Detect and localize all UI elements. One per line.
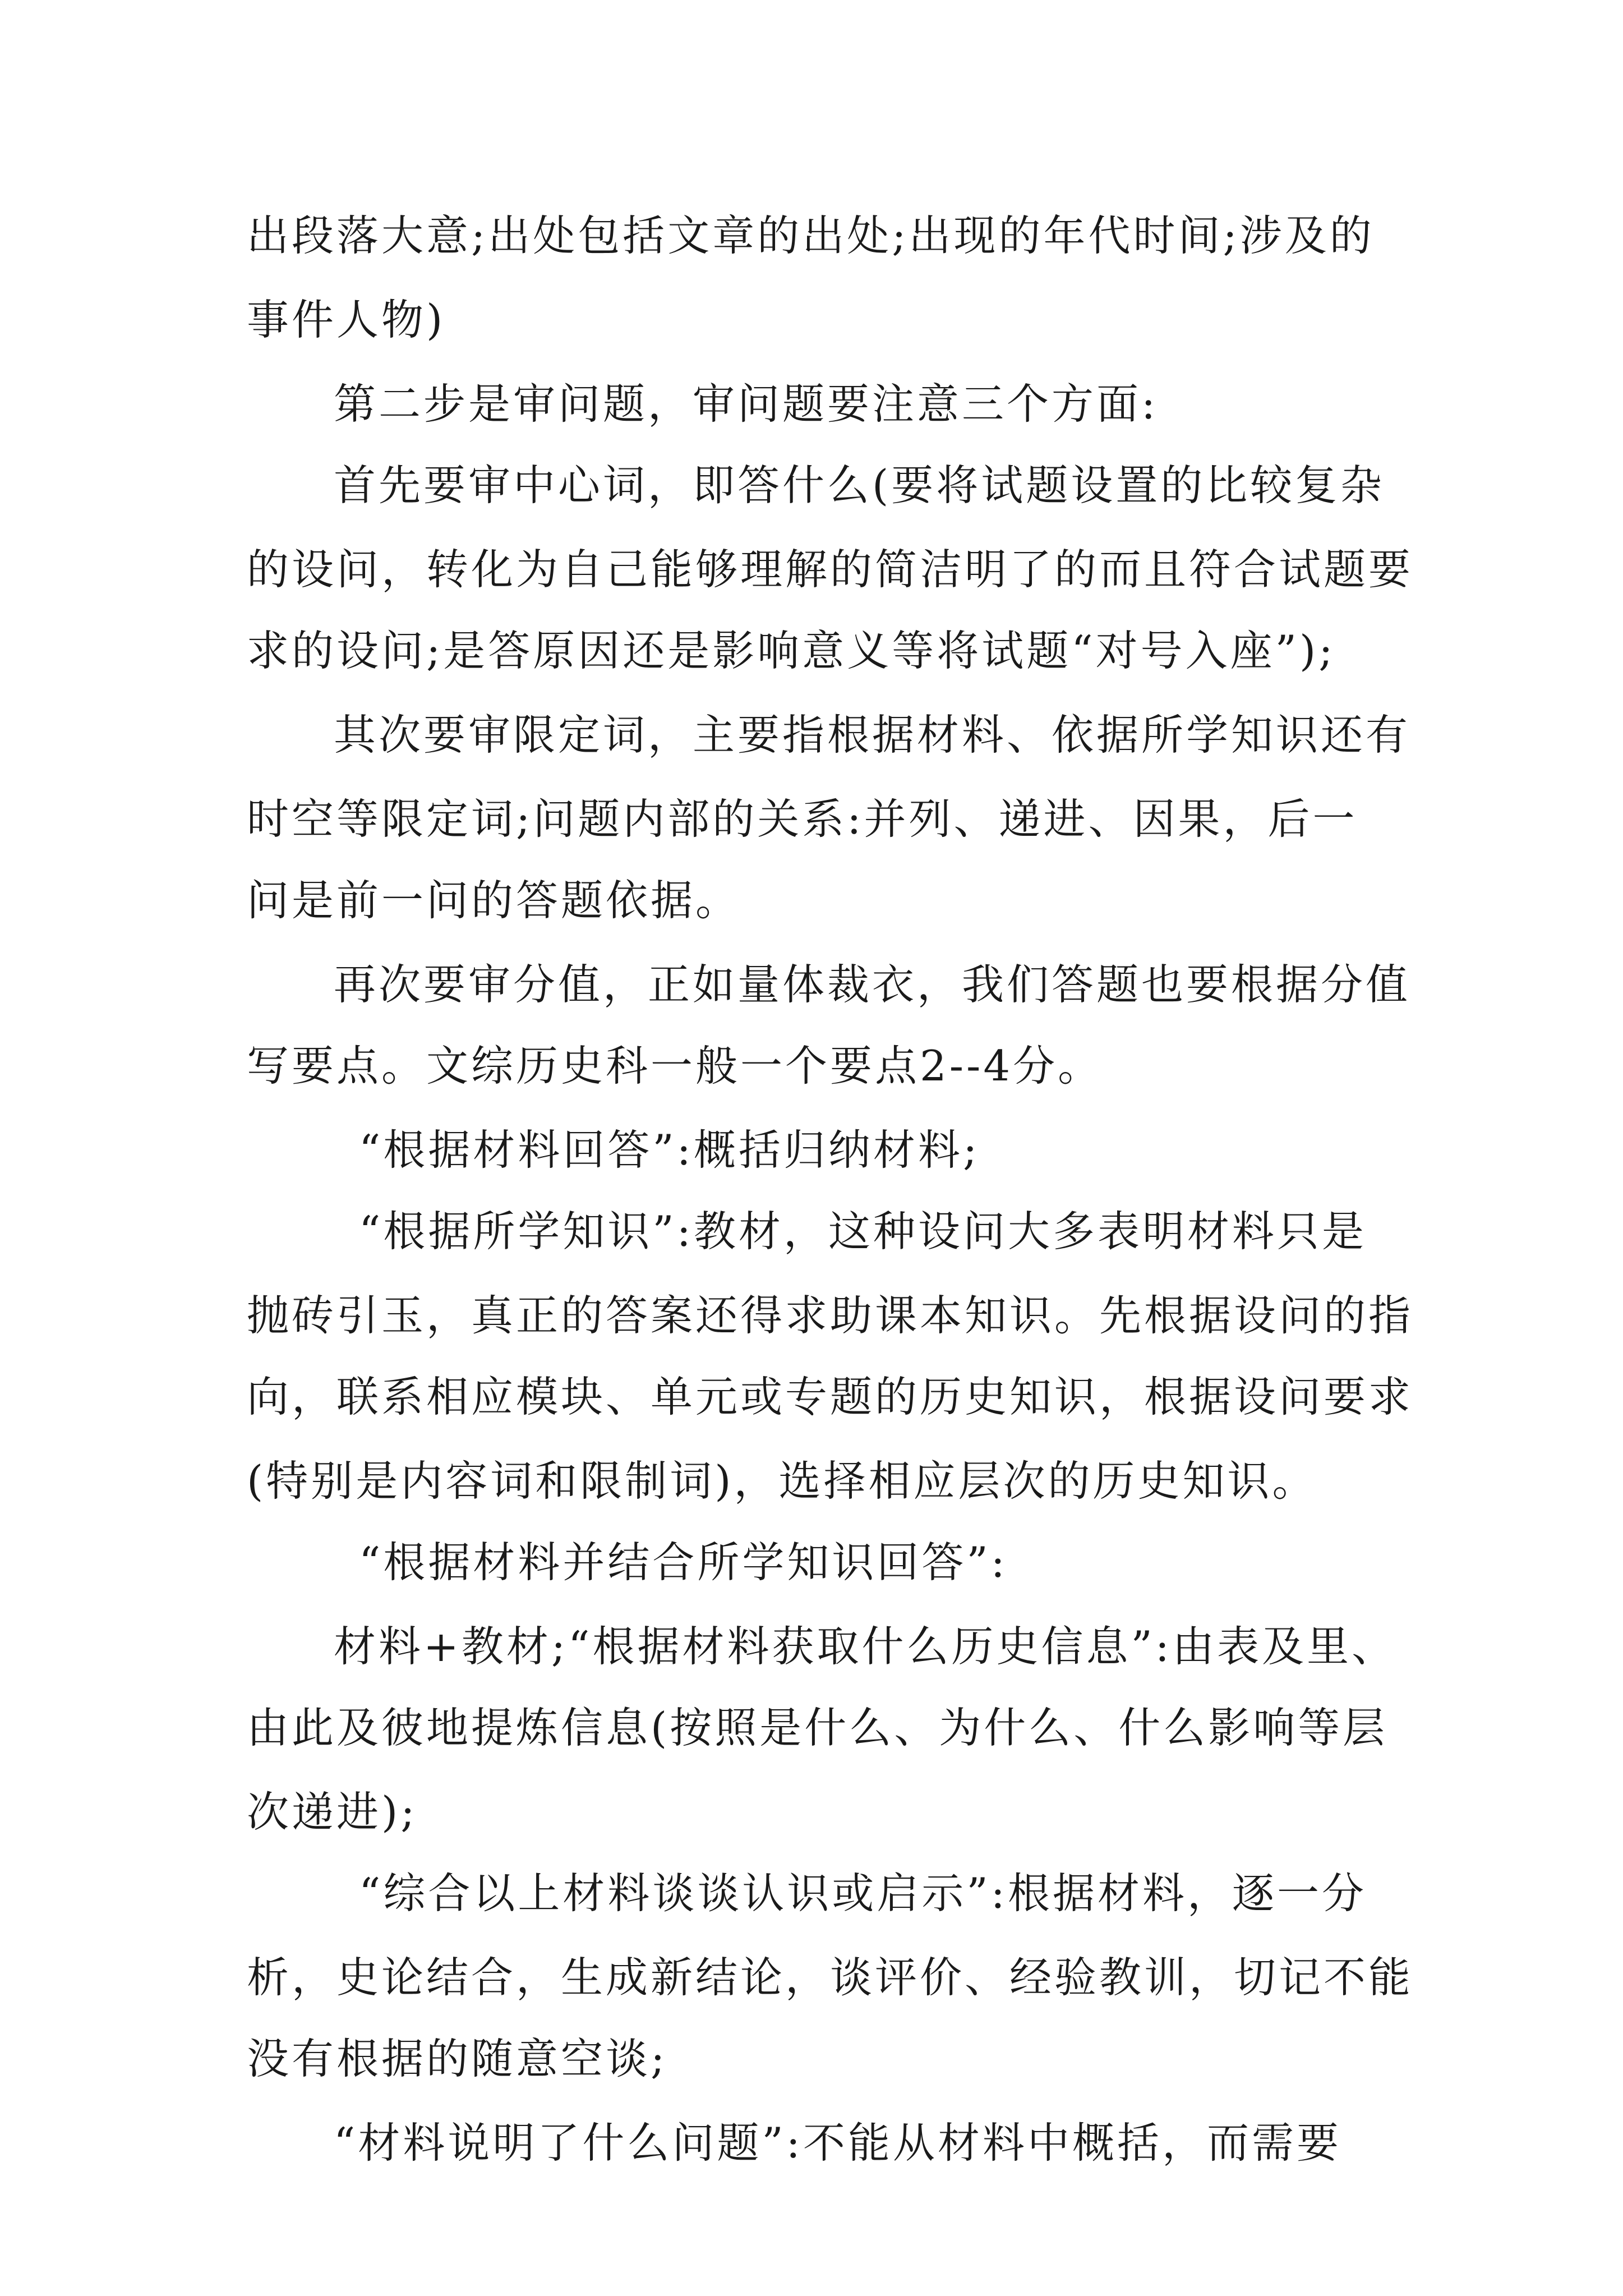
text-line: “根据所学知识”:教材，这种设问大多表明材料只是 [359,1207,1367,1256]
text-line: 没有根据的随意空谈; [247,2034,668,2083]
text-line: 写要点。文综历史科一般一个要点2--4分。 [247,1041,1103,1091]
text-line: 问是前一问的答题依据。 [247,876,741,925]
text-line: 再次要审分值，正如量体裁衣，我们答题也要根据分值 [334,960,1411,1009]
text-line: 的设问，转化为自己能够理解的简洁明了的而且符合试题要 [247,545,1414,594]
text-line: 事件人物) [247,295,446,344]
text-line: 向，联系相应模块、单元或专题的历史知识，根据设问要求 [247,1372,1414,1421]
text-line: 由此及彼地提炼信息(按照是什么、为什么、什么影响等层 [247,1703,1388,1752]
text-line: 首先要审中心词，即答什么(要将试题设置的比较复杂 [334,461,1385,510]
text-line: 时空等限定词;问题内部的关系:并列、递进、因果，后一 [247,794,1358,844]
text-line: “材料说明了什么问题”:不能从材料中概括，而需要 [334,2118,1341,2168]
text-line: 析，史论结合，生成新结论，谈评价、经验教训，切记不能 [247,1953,1414,2002]
text-line: 次递进); [247,1787,418,1837]
text-line: (特别是内容词和限制词)，选择相应层次的历史知识。 [247,1456,1317,1506]
text-line: 其次要审限定词，主要指根据材料、依据所学知识还有 [334,710,1411,760]
text-line: 出段落大意;出处包括文章的出处;出现的年代时间;涉及的 [247,211,1375,260]
text-line: “综合以上材料谈谈认识或启示”:根据材料，逐一分 [359,1869,1367,1918]
text-line: 求的设问;是答原因还是影响意义等将试题“对号入座”); [247,626,1336,675]
text-line: “根据材料并结合所学知识回答”: [359,1538,1008,1587]
text-line: 第二步是审问题，审问题要注意三个方面: [334,379,1159,429]
text-line: 抛砖引玉，真正的答案还得求助课本知识。先根据设问的指 [247,1291,1414,1340]
text-line: “根据材料回答”:概括归纳材料; [359,1125,980,1175]
text-line: 材料+教材;“根据材料获取什么历史信息”:由表及里、 [334,1622,1397,1671]
